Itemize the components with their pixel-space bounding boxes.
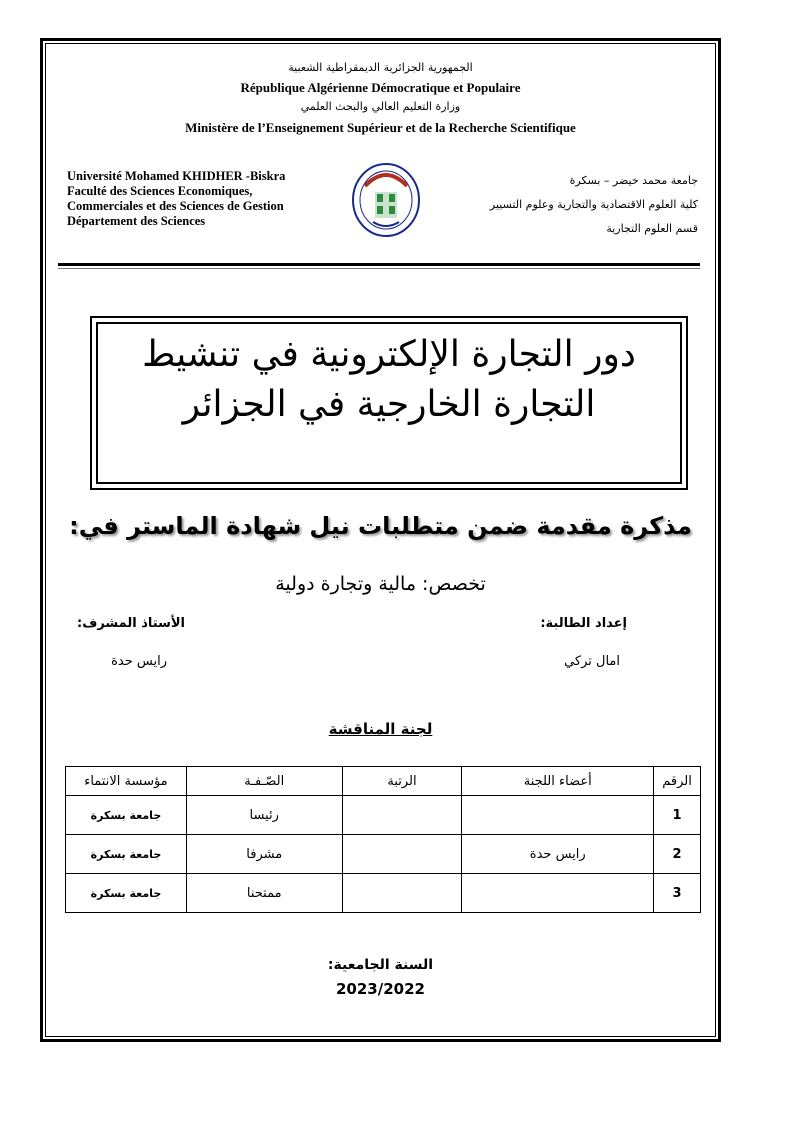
academic-year: 2023/2022 — [336, 980, 425, 998]
row-rank — [342, 796, 462, 835]
student-name: امال تركي — [564, 654, 620, 669]
thesis-title — [96, 330, 682, 430]
university-ar-line: كلية العلوم الاقتصادية والتجارية وعلوم التسيير — [489, 198, 698, 211]
university-fr-line: Faculté des Sciences Economiques, — [67, 184, 253, 198]
table-row — [66, 835, 701, 874]
header-separator-thin — [58, 268, 700, 269]
row-institution: جامعة بسكرة — [66, 874, 187, 913]
row-member: رايس حدة — [462, 835, 654, 874]
header-ar-ministry: وزارة التعليم العالي والبحث العلمي — [300, 100, 461, 113]
university-ar-line: قسم العلوم التجارية — [606, 222, 698, 235]
header-rank: الرتبة — [342, 767, 462, 796]
row-member — [462, 796, 654, 835]
row-role: ممتحنا — [186, 874, 342, 913]
header-fr-republic: République Algérienne Démocratique et Populaire — [240, 80, 521, 95]
row-number: 2 — [654, 835, 701, 874]
header-institution: مؤسسة الانتماء — [66, 767, 187, 796]
header-fr-ministry: Ministère de l’Enseignement Supérieur et de la Recherche Scientifique — [185, 120, 576, 135]
table-row — [66, 874, 701, 913]
thesis-title-line: دور التجارة الإلكترونية في تنشيط — [142, 334, 636, 375]
row-role: مشرفا — [186, 835, 342, 874]
committee-title: لجنة المناقشة — [328, 720, 433, 738]
university-seal-logo-icon — [351, 162, 421, 238]
row-institution: جامعة بسكرة — [66, 796, 187, 835]
table-header-row — [66, 767, 701, 796]
table-row — [66, 796, 701, 835]
university-ar-line: جامعة محمد خيضر – بسكرة — [569, 174, 698, 187]
university-fr-line: Département des Sciences — [67, 214, 206, 228]
memo-statement: مذكرة مقدمة ضمن متطلبات نيل شهادة الماستر في: — [69, 512, 692, 540]
row-member — [462, 874, 654, 913]
header-ar-republic: الجمهورية الجزائرية الديمقراطية الشعبية — [288, 61, 473, 74]
header-members: أعضاء اللجنة — [462, 767, 654, 796]
academic-year-label: السنة الجامعية: — [327, 957, 434, 973]
university-ar-block — [438, 169, 698, 241]
header-number: الرقم — [654, 767, 701, 796]
row-rank — [342, 835, 462, 874]
student-label: إعداد الطالبة: — [540, 616, 627, 631]
row-number: 1 — [654, 796, 701, 835]
university-fr-block — [67, 169, 327, 229]
row-role: رئيسا — [186, 796, 342, 835]
row-rank — [342, 874, 462, 913]
supervisor-label: الأستاذ المشرف: — [77, 616, 185, 631]
specialty: تخصص: مالية وتجارة دولية — [275, 573, 486, 595]
committee-table — [65, 766, 701, 913]
header-separator — [58, 263, 700, 266]
row-institution: جامعة بسكرة — [66, 835, 187, 874]
thesis-title-line: التجارة الخارجية في الجزائر — [182, 384, 596, 425]
university-fr-line: Université Mohamed KHIDHER -Biskra — [67, 169, 286, 183]
header-role: الصّـفـة — [186, 767, 342, 796]
supervisor-name: رايس حدة — [111, 654, 167, 669]
row-number: 3 — [654, 874, 701, 913]
university-fr-line: Commerciales et des Sciences de Gestion — [67, 199, 284, 213]
